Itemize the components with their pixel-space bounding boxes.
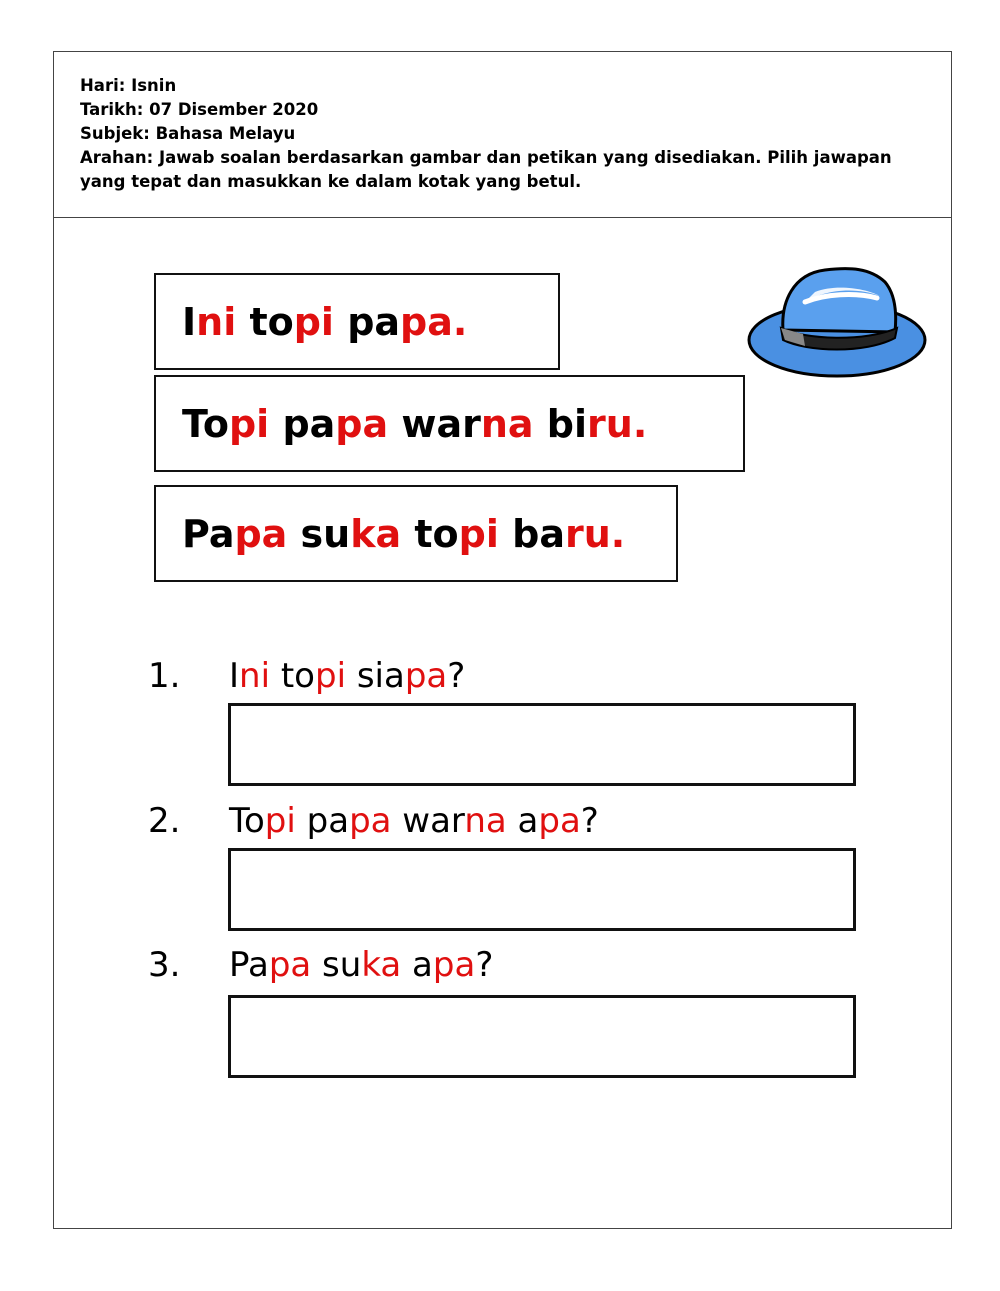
red-syllable: pi — [314, 656, 347, 696]
black-syllable: a — [401, 945, 433, 985]
sentence-text — [182, 511, 626, 556]
red-syllable: na — [464, 801, 507, 841]
question-number: 1. — [148, 656, 181, 696]
black-syllable: sia — [346, 656, 405, 696]
answer-box-1[interactable] — [228, 703, 856, 786]
date-label: Tarikh: 07 Disember 2020 — [80, 100, 319, 119]
black-syllable: To — [229, 801, 265, 841]
red-syllable: ru. — [587, 401, 648, 446]
red-syllable: ka — [361, 945, 402, 985]
red-syllable: na — [480, 401, 534, 446]
sentence-text — [182, 299, 468, 344]
red-syllable: pi — [228, 401, 270, 446]
red-syllable: pa — [234, 511, 288, 556]
red-syllable: pa — [268, 945, 312, 985]
black-syllable: to — [236, 299, 294, 344]
black-syllable: su — [287, 511, 351, 556]
black-syllable: ? — [475, 945, 494, 985]
black-syllable: war — [391, 801, 465, 841]
black-syllable: pa — [333, 299, 401, 344]
sentence-text — [182, 401, 648, 446]
black-syllable: pa — [295, 801, 350, 841]
black-syllable: a — [506, 801, 539, 841]
black-syllable: war — [388, 401, 481, 446]
subject-label: Subjek: Bahasa Melayu — [80, 124, 296, 143]
red-syllable: pi — [458, 511, 499, 556]
sentence-box-3 — [154, 485, 678, 582]
red-syllable: pa — [432, 945, 476, 985]
red-syllable: ni — [239, 656, 271, 696]
red-syllable: pa — [335, 401, 389, 446]
day-label: Hari: Isnin — [80, 76, 177, 95]
sentence-box-2 — [154, 375, 745, 472]
black-syllable: ? — [447, 656, 466, 696]
red-syllable: pi — [264, 801, 296, 841]
black-syllable: I — [182, 299, 197, 344]
red-syllable: pi — [293, 299, 334, 344]
red-syllable: ni — [196, 299, 237, 344]
header-divider — [53, 217, 952, 218]
black-syllable: Pa — [182, 511, 235, 556]
black-syllable: bi — [533, 401, 588, 446]
answer-box-2[interactable] — [228, 848, 856, 931]
black-syllable: pa — [269, 401, 336, 446]
black-syllable: I — [229, 656, 240, 696]
question-number: 2. — [148, 801, 181, 841]
red-syllable: pa — [349, 801, 392, 841]
sentence-box-1 — [154, 273, 560, 370]
black-syllable: to — [401, 511, 459, 556]
red-syllable: pa — [538, 801, 581, 841]
red-syllable: pa — [404, 656, 448, 696]
question-text — [229, 801, 599, 841]
black-syllable: Pa — [229, 945, 269, 985]
black-syllable: ba — [498, 511, 565, 556]
black-syllable: To — [182, 401, 229, 446]
question-text — [229, 656, 466, 696]
black-syllable: ? — [580, 801, 599, 841]
black-syllable: su — [311, 945, 362, 985]
red-syllable: ka — [350, 511, 402, 556]
instruction-text: Arahan: Jawab soalan berdasarkan gambar dan petikan yang disediakan. Pilih jawapan yang tepat dan masukkan ke dalam kotak yang betul. — [80, 148, 892, 191]
question-text — [229, 945, 494, 985]
worksheet-header — [80, 74, 930, 194]
answer-box-3[interactable] — [228, 995, 856, 1078]
blue-hat-icon — [745, 262, 930, 382]
black-syllable: to — [270, 656, 315, 696]
red-syllable: pa. — [400, 299, 468, 344]
red-syllable: ru. — [564, 511, 626, 556]
question-number: 3. — [148, 945, 181, 985]
